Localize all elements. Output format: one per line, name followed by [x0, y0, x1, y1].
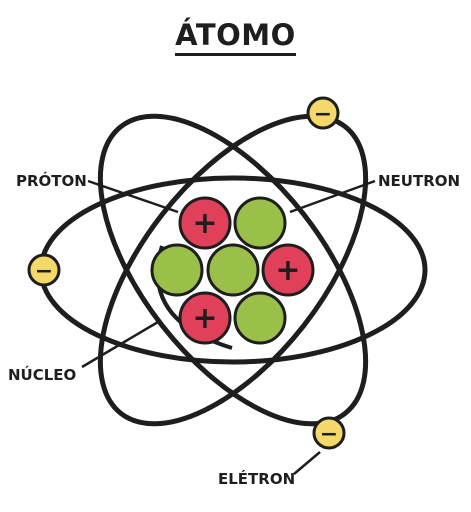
neutron	[235, 293, 285, 343]
nucleus-label: NÚCLEO	[8, 366, 77, 384]
neutron-label: NEUTRON	[378, 172, 461, 190]
neutron	[235, 198, 285, 248]
electron-sign: −	[319, 422, 339, 447]
electron-sign: −	[313, 102, 333, 127]
electron-leader-line	[294, 452, 320, 474]
proton-label: PRÓTON	[16, 172, 87, 190]
proton-sign: +	[192, 206, 218, 241]
diagram-title: ÁTOMO	[0, 18, 471, 52]
electron-sign: −	[34, 259, 54, 284]
nucleus-leader-line	[82, 322, 158, 367]
proton-sign: +	[275, 253, 301, 288]
neutron	[208, 245, 258, 295]
proton-sign: +	[192, 301, 218, 336]
neutron	[152, 245, 202, 295]
electron-label: ELÉTRON	[218, 470, 296, 488]
